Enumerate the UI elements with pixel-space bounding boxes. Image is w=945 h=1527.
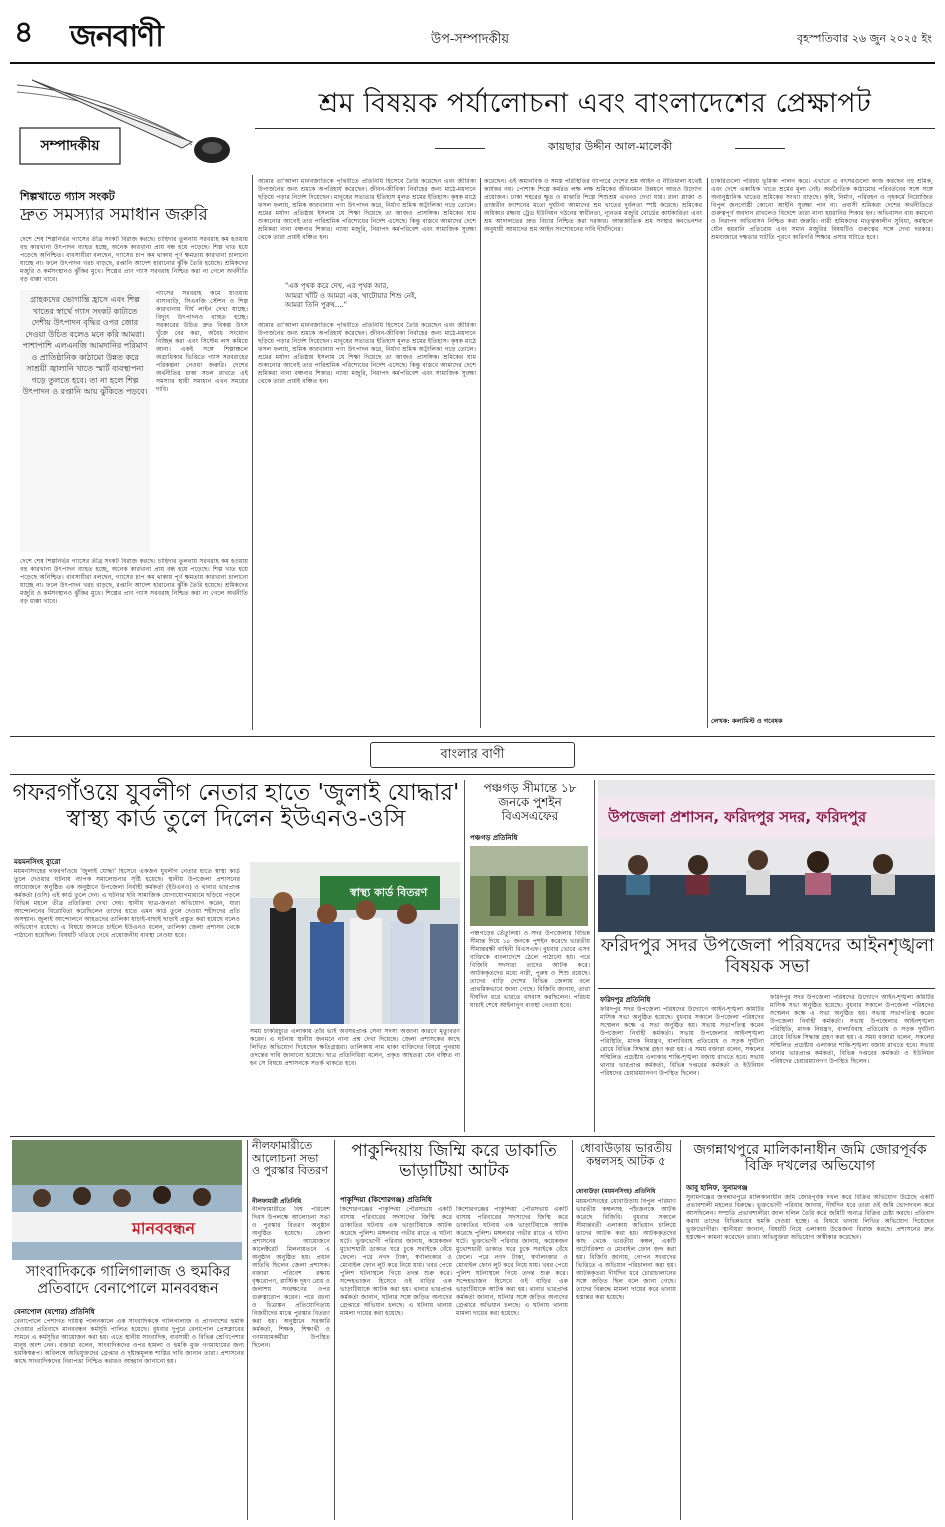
column-divider: [572, 1140, 573, 1520]
lower-rule: [10, 1136, 935, 1137]
editorial-body: দেশে শেষ শিল্পনির্ভর গ্যাসের তীব্র সংকট বিরাজ করছে। চাহিদার তুলনায় সরবরাহ কম হওয়ায় বহু কারখানা উৎপাদন ব্যাহত হচ্ছে, অনেক কারখানা প্রায় বন্ধ হয়ে পড়েছে। শিল্প খাত হয়ে পড়েছে অনিশ্চিত। ব্যবসায়ীরা বলছেন, গ্যাসের চাপ কম থাকায় পূর্ণ ক্ষমতায় কারখানা চালানো যাচ্ছে না। ফলে উৎপাদন খরচ বাড়ছে, রপ্তানি আদেশ হারানোর ঝুঁকি তৈরি হয়েছে। শ্রমিকদের মজুরি ও কর্মসংস্থানও ঝুঁকির মুখে। শিল্পের প্রাণ গ্যাস সরবরাহ নিশ্চিত করা না গেলে অর্থনীতি বড় ধাক্কা খাবে।: [20, 236, 248, 282]
faridpur-rule: [598, 988, 935, 989]
editorial-body-3: দেশে শেষ শিল্পনির্ভর গ্যাসের তীব্র সংকট বিরাজ করছে। চাহিদার তুলনায় সরবরাহ কম হওয়ায় বহু কারখানা উৎপাদন ব্যাহত হচ্ছে, অনেক কারখানা প্রায় বন্ধ হয়ে পড়েছে। শিল্প খাত হয়ে পড়েছে অনিশ্চিত। ব্যবসায়ীরা বলছেন, গ্যাসের চাপ কম থাকায় পূর্ণ ক্ষমতায় কারখানা চালানো যাচ্ছে না। ফলে উৎপাদন খরচ বাড়ছে, রপ্তানি আদেশ হারানোর ঝুঁকি তৈরি হয়েছে। শ্রমিকদের মজুরি ও কর্মসংস্থানও ঝুঁকির মুখে। শিল্পের প্রাণ গ্যাস সরবরাহ নিশ্চিত করা না গেলে অর্থনীতি বড় ধাক্কা খাবে।: [20, 558, 248, 605]
faridpur-body: ফরিদপুর সদর উপজেলা পরিষদের উদ্যোগে আইন-শৃঙ্খলা কমিটির মাসিক সভা অনুষ্ঠিত হয়েছে। বুধবার সকালে উপজেলা পরিষদের সম্মেলন কক্ষে এ সভা অনুষ্ঠিত হয়। সভায় সভাপতিত্ব করেন উপজেলা নির্বাহী কর্মকর্তা। সভায় উপজেলার আইনশৃঙ্খলা পরিস্থিতি, মাদক নিয়ন্ত্রণ, বাল্যবিবাহ প্রতিরোধ ও সড়ক দুর্ঘটনা রোধে বিভিন্ন সিদ্ধান্ত গ্রহণ করা হয়। এ সময় বক্তারা বলেন, সকলের সম্মিলিত প্রচেষ্টায় এলাকার শান্তি-শৃঙ্খলা বজায় রাখতে হবে। সভায় থানার ভারপ্রাপ্ত কর্মকর্তা, বিভিন্ন দপ্তরের কর্মকর্তা ও ইউনিয়ন পরিষদের চেয়ারম্যানগণ উপস্থিত ছিলেন।: [600, 1006, 764, 1077]
nilphamari-headline: নীলফামারীতে আলোচনা সভা ও পুরস্কার বিতরণ: [252, 1139, 328, 1178]
faridpur-byline: ফরিদপুর প্রতিনিধি: [600, 995, 651, 1004]
pakundia-body-col2: কিশোরগঞ্জের পাকুন্দিয়া পৌরসভায় একটি বাসায় পরিবারের সদস্যদের জিম্মি করে ডাকাতির ঘটনায় এক ভাড়াটিয়াকে আটক করেছে পুলিশ। মঙ্গলবার গভীর রাতে এ ঘটনা ঘটে। ভুক্তভোগী পরিবার জানায়, কয়েকজন মুখোশধারী ডাকাত ঘরে ঢুকে সবাইকে বেঁধে ফেলে। পরে নগদ টাকা, স্বর্ণালংকার ও মোবাইল ফোন লুট করে নিয়ে যায়। খবর পেয়ে পুলিশ ঘটনাস্থলে গিয়ে তদন্ত শুরু করে। সন্দেহভাজন হিসেবে ওই বাড়ির এক ভাড়াটিয়াকে আটক করা হয়। থানার ভারপ্রাপ্ত কর্মকর্তা জানান, ঘটনার সঙ্গে জড়িত অন্যদের গ্রেপ্তারে অভিযান চলছে। এ ঘটনায় থানায় মামলা দায়ের করা হয়েছে।: [456, 1206, 568, 1317]
author-rule-left: [435, 148, 485, 149]
faridpur-banner-text: উপজেলা প্রশাসন, ফরিদপুর সদর, ফরিদপুর: [608, 808, 867, 826]
banner-rule-bottom: [10, 774, 935, 775]
feature-rule: [255, 128, 935, 129]
feature-poem: "এক পৃথক করে দেখ, এর পৃথক আর, আমরা খাঁটি ও আমরা এক, খাটোয়ার শিশু নেই, আমরা তিনি পুরুষ....": [285, 282, 417, 309]
column-divider: [480, 178, 481, 728]
pakundia-body: কিশোরগঞ্জের পাকুন্দিয়া পৌরসভায় একটি বাসায় পরিবারের সদস্যদের জিম্মি করে ডাকাতির ঘটনায় এক ভাড়াটিয়াকে আটক করেছে পুলিশ। মঙ্গলবার গভীর রাতে এ ঘটনা ঘটে। ভুক্তভোগী পরিবার জানায়, কয়েকজন মুখোশধারী ডাকাত ঘরে ঢুকে সবাইকে বেঁধে ফেলে। পরে নগদ টাকা, স্বর্ণালংকার ও মোবাইল ফোন লুট করে নিয়ে যায়। খবর পেয়ে পুলিশ ঘটনাস্থলে গিয়ে তদন্ত শুরু করে। সন্দেহভাজন হিসেবে ওই বাড়ির এক ভাড়াটিয়াকে আটক করা হয়। থানার ভারপ্রাপ্ত কর্মকর্তা জানান, ঘটনার সঙ্গে জড়িত অন্যদের গ্রেপ্তারে অভিযান চলছে। এ ঘটনায় থানায় মামলা দায়ের করা হয়েছে।: [340, 1206, 452, 1317]
feature-column-3: চাকরিগুলো পরিচয় ভূমিকা পালন করে। এখানে এ বৎসরগুলো কাজ করছেন বহু শ্রমিক, এবং দেশে একাধিক খাতে শ্রমের মূল্য নেই। অর্থনৈতিক কাঠামোর পরিবর্তনের সঙ্গে সঙ্গে অনানুষ্ঠানিক খাতের শ্রমিকের সংখ্যা বাড়ছে। কৃষি, নির্মাণ, পরিবহন ও গৃহকর্মে নিয়োজিত বিপুল জনগোষ্ঠী কোনো আইনি সুরক্ষা পান না। প্রবাসী শ্রমিকরা দেশের অর্থনীতিতে গুরুত্বপূর্ণ অবদান রাখলেও বিদেশে তারা নানা হয়রানির শিকার হন। অভিবাসন ব্যয় কমানো ও নিরাপদ অভিবাসন নিশ্চিত করা জরুরি। নারী শ্রমিকদের মাতৃত্বকালীন সুবিধা, কর্মস্থলে যৌন হয়রানি প্রতিরোধ এবং সমান মজুরির বিষয়টিও গুরুত্বের সঙ্গে দেখা দরকার। শ্রমবাজারে দক্ষতার ঘাটতি পূরণে কারিগরি শিক্ষার প্রসার ঘটাতে হবে।: [711, 178, 933, 241]
feature-author-note: লেখক: কলামিস্ট ও গবেষক: [711, 717, 783, 725]
banner-rule-top: [10, 736, 935, 737]
column-divider: [464, 780, 465, 1132]
panchagarh-byline: পঞ্চগড় প্রতিনিধি: [470, 833, 518, 842]
dhobaura-headline: ধোবাউড়ায় ভারতীয় কম্বলসহ আটক ৫: [579, 1141, 673, 1169]
section-banner: [370, 742, 575, 768]
nilphamari-body: নীলফামারীতে বিশ্ব পরিবেশ দিবস উপলক্ষে আলোচনা সভা ও পুরস্কার বিতরণ অনুষ্ঠান অনুষ্ঠিত হয়েছে। জেলা প্রশাসনের আয়োজনে কালেক্টরেট মিলনায়তনে এ অনুষ্ঠান অনুষ্ঠিত হয়। প্রধান অতিথি ছিলেন জেলা প্রশাসক। বক্তারা পরিবেশ রক্ষায় বৃক্ষরোপণ, প্লাস্টিক দূষণ রোধ ও জলাশয় সংরক্ষণের ওপর গুরুত্বারোপ করেন। পরে রচনা ও চিত্রাঙ্কন প্রতিযোগিতায় বিজয়ীদের মাঝে পুরস্কার বিতরণ করা হয়। অনুষ্ঠানে সরকারি কর্মকর্তা, শিক্ষক, শিক্ষার্থী ও গণমাধ্যমকর্মীরা উপস্থিত ছিলেন।: [252, 1206, 330, 1349]
jagannathpur-headline: জগন্নাথপুরে মালিকানাধীন জমি জোরপূর্বক বিক্রি দখলের অভিযোগ: [693, 1142, 927, 1175]
gafargaon-body: ময়মনসিংহের গফরগাঁওয়ে 'জুলাই যোদ্ধা' হিসেবে একজন যুবলীগ নেতার হাতে স্বাস্থ্য কার্ড তুলে দেওয়ার ঘটনায় ব্যাপক সমালোচনার সৃষ্টি হয়েছে। স্থানীয় উপজেলা প্রশাসনের আয়োজনে অনুষ্ঠিত এক অনুষ্ঠানে উপজেলা নির্বাহী কর্মকর্তা (ইউএনও) ও থানার ভারপ্রাপ্ত কর্মকর্তা (ওসি) এই কার্ড তুলে দেন। এ ঘটনার ছবি সামাজিক যোগাযোগমাধ্যমে ছড়িয়ে পড়লে বিভিন্ন মহলে তীব্র প্রতিক্রিয়া দেখা দেয়। স্থানীয় ছাত্র-জনতা অভিযোগ করেন, যারা আন্দোলনের বিরোধিতা করেছিলেন তাদের হাতে এমন কার্ড তুলে দেওয়া শহীদদের প্রতি অসম্মান। জুলাই আন্দোলনে আহতদের তালিকা যাচাই-বাছাই ছাড়াই প্রস্তুত করা হয়েছে বলেও অভিযোগ রয়েছে। এ বিষয়ে জানতে চাইলে ইউএনও বলেন, তালিকা জেলা প্রশাসন থেকে পাঠানো হয়েছিল। বিষয়টি খতিয়ে দেখে প্রয়োজনীয় ব্যবস্থা নেওয়া হবে।: [14, 868, 240, 939]
feature-column-2: করেছেন। এই অমানবিক ও সমস্ত পরিস্থিতির ব্যাপারে দেশের শ্রম আইন ও নীতিমালা যথেষ্ট কার্যকর নয়। পোশাক শিল্পে কর্মরত লক্ষ লক্ষ শ্রমিকের জীবনমান উন্নয়নে আরও উদ্যোগ প্রয়োজন। ঢাকা শহরের ক্ষুদ্র ও মাঝারি শিল্পে শিশুশ্রম এখনও দেখা যায়। রানা প্লাজা ও তাজরীন ফ্যাশনের মতো দুর্ঘটনা আমাদের শ্রম খাতের দুর্বলতা স্পষ্ট করেছে। শ্রমিকের অধিকার রক্ষায় ট্রেড ইউনিয়ন গঠনের স্বাধীনতা, ন্যূনতম মজুরি বোর্ডের কার্যকারিতা এবং শ্রম আদালতের দ্রুত বিচার নিশ্চিত করা দরকার। আন্তর্জাতিক শ্রম সংস্থার কনভেনশন অনুযায়ী আমাদের শ্রম আইন সংশোধনের দাবি দীর্ঘদিনের।: [484, 178, 702, 233]
feature-column-1: আমার তা'আলা মানবজাতিকে পৃথিবীতে প্রতিনিধি হিসেবে তৈরি করেছেন এবং জীবিকা উপার্জনের জন্য শ্রমকে অপরিহার্য করেছেন। জীবন-জীবিকা নির্বাহের জন্য মাঠে-ময়দানে ছড়িয়ে পড়ার নির্দেশ দিয়েছেন। মানুষের সভ্যতার ইতিহাস মূলত শ্রমের ইতিহাস। কৃষক মাঠে ফসল ফলায়, শ্রমিক কারখানায় পণ্য উৎপাদন করে, নির্মাণ শ্রমিক অট্টালিকা গড়ে তোলে। শ্রমের মর্যাদা প্রতিষ্ঠায় ইসলাম যে শিক্ষা দিয়েছে তা আজও প্রাসঙ্গিক। শ্রমিকের ঘাম শুকানোর আগেই তার পারিশ্রমিক পরিশোধের নির্দেশ এসেছে। কিন্তু বাস্তবে আমাদের দেশে শ্রমিকরা নানা বঞ্চনার শিকার। ন্যায্য মজুরি, নিরাপদ কর্মপরিবেশ এবং সামাজিক সুরক্ষা থেকে তারা প্রায়ই বঞ্চিত হন।: [258, 178, 476, 241]
column-divider: [247, 1140, 248, 1520]
editorial-kicker: শিল্পখাতে গ্যাস সংকট: [20, 190, 115, 203]
dhobaura-body: ময়মনসিংহের ধোবাউড়ায় বিপুল পরিমাণ ভারতীয় কম্বলসহ পাঁচজনকে আটক করেছে বিজিবি। বুধবার সকালে সীমান্তবর্তী এলাকায় অভিযান চালিয়ে তাদের আটক করা হয়। আটককৃতদের কাছ থেকে ভারতীয় কম্বল, একটি অটোরিকশা ও মোবাইল ফোন জব্দ করা হয়। বিজিবি জানায়, গোপন সংবাদের ভিত্তিতে এ অভিযান পরিচালনা করা হয়। আটককৃতরা দীর্ঘদিন ধরে চোরাচালানের সঙ্গে জড়িত ছিল বলে জানা গেছে। তাদের বিরুদ্ধে মামলা দায়ের করে থানায় হস্তান্তর করা হয়েছে।: [576, 1198, 676, 1301]
editorial-body-2: গ্যাসের সরবরাহ কমে যাওয়ায় বাসাবাড়ি, সিএনজি স্টেশন ও শিল্প কারখানায় দীর্ঘ লাইন দেখা যাচ্ছে। বিদ্যুৎ উৎপাদনও ব্যাহত হচ্ছে। সরকারের উচিত দ্রুত বিকল্প উৎস খুঁজে বের করা, অবৈধ সংযোগ বিচ্ছিন্ন করা এবং সিস্টেম লস কমিয়ে আনা। একই সঙ্গে শিল্পাঞ্চলে অগ্রাধিকার ভিত্তিতে গ্যাস সরবরাহের পরিকল্পনা নেওয়া জরুরি। দেশের অর্থনীতির চাকা সচল রাখতে এই সমস্যার স্থায়ী সমাধান এখন সময়ের দাবি।: [156, 290, 248, 393]
editorial-headline: দ্রুত সমস্যার সমাধান জরুরি: [20, 205, 208, 225]
panchagarh-body: পঞ্চগড়ের তেঁতুলিয়া ও সদর উপজেলার বিভিন্ন সীমান্ত দিয়ে ১৮ জনকে পুশইন করেছে ভারতীয় সীমান্তরক্ষী বাহিনী বিএসএফ। বুধবার ভোরে এসব ব্যক্তিকে বাংলাদেশে ঠেলে পাঠানো হয়। পরে বিজিবি সদস্যরা তাদের আটক করে। আটককৃতদের মধ্যে নারী, পুরুষ ও শিশু রয়েছে। তাদের বাড়ি দেশের বিভিন্ন জেলায় বলে প্রাথমিকভাবে জানা গেছে। বিজিবি জানায়, তারা দীর্ঘদিন ধরে ভারতে বসবাস করছিলেন। পরিচয় যাচাই শেষে আইনানুগ ব্যবস্থা নেওয়া হবে।: [470, 930, 590, 1009]
gafargaon-byline: ময়মনসিংহ ব্যুরো: [14, 857, 61, 866]
column-divider: [334, 1140, 335, 1520]
benapole-banner-text: মানববন্ধন: [132, 1219, 196, 1238]
benapole-byline: বেনাপোল (যশোর) প্রতিনিধি: [14, 1307, 95, 1316]
faridpur-body-col2: ফরিদপুর সদর উপজেলা পরিষদের উদ্যোগে আইন-শৃঙ্খলা কমিটির মাসিক সভা অনুষ্ঠিত হয়েছে। বুধবার সকালে উপজেলা পরিষদের সম্মেলন কক্ষে এ সভা অনুষ্ঠিত হয়। সভায় সভাপতিত্ব করেন উপজেলা নির্বাহী কর্মকর্তা। সভায় উপজেলার আইনশৃঙ্খলা পরিস্থিতি, মাদক নিয়ন্ত্রণ, বাল্যবিবাহ প্রতিরোধ ও সড়ক দুর্ঘটনা রোধে বিভিন্ন সিদ্ধান্ত গ্রহণ করা হয়। এ সময় বক্তারা বলেন, সকলের সম্মিলিত প্রচেষ্টায় এলাকার শান্তি-শৃঙ্খলা বজায় রাখতে হবে। সভায় থানার ভারপ্রাপ্ত কর্মকর্তা, বিভিন্ন দপ্তরের কর্মকর্তা ও ইউনিয়ন পরিষদের চেয়ারম্যানগণ উপস্থিত ছিলেন।: [770, 994, 934, 1065]
newspaper-logo: [70, 12, 250, 54]
editorial-pullquote-box: [20, 290, 150, 552]
editorial-illustration: [12, 70, 252, 178]
column-divider: [707, 178, 708, 728]
author-rule-right: [735, 148, 785, 149]
logo-text: জনবাণী: [70, 19, 163, 54]
jagannathpur-byline: আবু হানিফ, সুনামগঞ্জ: [686, 1183, 748, 1192]
editorial-label: সম্পাদকীয়: [40, 138, 100, 154]
gafargaon-photo: [250, 862, 460, 1024]
benapole-photo: [12, 1140, 242, 1260]
panchagarh-photo: [470, 846, 588, 926]
masthead: [0, 0, 945, 78]
editorial-pullquote: গ্রাহকদের ভোগান্তি হ্রাসে এবং শিল্প খাতের স্বার্থে গ্যাস সংকট কাটাতে দেশীয় উৎপাদন বৃদ্ধির ওপর জোর দেওয়া উচিত বলেও মনে করি আমরা। পাশাপাশি এলএনজি আমদানির পরিমাণ ও প্রাতিষ্ঠানিক কাঠামো উন্নত করে সাশ্রয়ী জ্বালানি খাতে স্মার্ট ব্যবস্থাপনা গড়ে তুলতে হবে। তা না হলে শিল্প উৎপাদন ও রপ্তানি আয় ঝুঁকিতে পড়বে।: [22, 295, 148, 396]
faridpur-headline: ফরিদপুর সদর উপজেলা পরিষদের আইনশৃঙ্খলা বিষয়ক সভা: [600, 935, 935, 977]
dhobaura-byline: ধোবাউড়া (ময়মনসিংহ) প্রতিনিধি: [576, 1188, 656, 1195]
masthead-rule: [10, 62, 935, 64]
section-label: উপ-সম্পাদকীয়: [430, 32, 510, 47]
benapole-headline: সাংবাদিককে গালিগালাজ ও হুমকির প্রতিবাদে বেনাপোলে মানববন্ধন: [25, 1264, 231, 1297]
feature-author: কায়ছার উদ্দীন আল-মালেকী: [547, 140, 673, 153]
feature-column-1b: আমার তা'আলা মানবজাতিকে পৃথিবীতে প্রতিনিধি হিসেবে তৈরি করেছেন এবং জীবিকা উপার্জনের জন্য শ্রমকে অপরিহার্য করেছেন। জীবন-জীবিকা নির্বাহের জন্য মাঠে-ময়দানে ছড়িয়ে পড়ার নির্দেশ দিয়েছেন। মানুষের সভ্যতার ইতিহাস মূলত শ্রমের ইতিহাস। কৃষক মাঠে ফসল ফলায়, শ্রমিক কারখানায় পণ্য উৎপাদন করে, নির্মাণ শ্রমিক অট্টালিকা গড়ে তোলে। শ্রমের মর্যাদা প্রতিষ্ঠায় ইসলাম যে শিক্ষা দিয়েছে তা আজও প্রাসঙ্গিক। শ্রমিকের ঘাম শুকানোর আগেই তার পারিশ্রমিক পরিশোধের নির্দেশ এসেছে। কিন্তু বাস্তবে আমাদের দেশে শ্রমিকরা নানা বঞ্চনার শিকার। ন্যায্য মজুরি, নিরাপদ কর্মপরিবেশ এবং সামাজিক সুরক্ষা থেকে তারা প্রায়ই বঞ্চিত হন।: [258, 322, 476, 385]
pakundia-headline: পাকুন্দিয়ায় জিম্মি করে ডাকাতি ভাড়াটিয়া আটক: [351, 1141, 557, 1181]
gafargaon-photo-caption: স্বাস্থ্য কার্ড বিতরণ: [350, 886, 428, 899]
pakundia-byline: পাকুন্দিয়া (কিশোরগঞ্জ) প্রতিনিধি: [340, 1195, 432, 1204]
panchagarh-headline: পঞ্চগড় সীমান্তে ১৮ জনকে পুশইন বিএসএফের: [483, 781, 577, 823]
jagannathpur-body: সুনামগঞ্জের জগন্নাথপুরে মালিকানাধীন জমি জোরপূর্বক দখল করে বিক্রির অভিযোগ উঠেছে একটি প্রভাবশালী মহলের বিরুদ্ধে। ভুক্তভোগী পরিবার জানায়, দীর্ঘদিন ধরে তারা ওই জমি ভোগদখল করে আসছিলেন। সম্প্রতি প্রভাবশালীরা জাল দলিল তৈরি করে জমিটি অন্যত্র বিক্রির চেষ্টা করছে। প্রতিবাদ করায় তাদের বিভিন্নভাবে হুমকি দেওয়া হচ্ছে। এ বিষয়ে থানায় লিখিত অভিযোগ দিয়েছেন ভুক্তভোগীরা। স্থানীয়রা জানান, বিষয়টি নিয়ে এলাকায় উত্তেজনা বিরাজ করছে। প্রশাসনের দ্রুত হস্তক্ষেপ কামনা করেছেন তারা। অভিযুক্তরা অভিযোগ অস্বীকার করেছেন।: [686, 1194, 934, 1241]
column-divider: [680, 1140, 681, 1520]
section-banner-label: বাংলার বাণী: [440, 747, 505, 762]
benapole-body: বেনাপোলে পেশাগত দায়িত্ব পালনকালে এক সাংবাদিককে গালিগালাজ ও প্রাণনাশের হুমকি দেওয়ার প্রতিবাদে মানববন্ধন কর্মসূচি পালিত হয়েছে। বুধবার দুপুরে বেনাপোল প্রেসক্লাবের সামনে এ কর্মসূচির আয়োজন করা হয়। এতে স্থানীয় সাংবাদিক, ব্যবসায়ী ও বিভিন্ন শ্রেণিপেশার মানুষ অংশ নেন। বক্তারা বলেন, সাংবাদিকদের ওপর হামলা ও হুমকি মুক্ত গণমাধ্যমের জন্য হুমকিস্বরূপ। অবিলম্বে অভিযুক্তদের গ্রেপ্তার ও দৃষ্টান্তমূলক শাস্তির দাবি জানান তারা। প্রশাসনের কাছে সাংবাদিকদের নিরাপত্তা নিশ্চিত করারও আহ্বান জানানো হয়।: [14, 1318, 244, 1365]
faridpur-photo: [598, 780, 935, 932]
page-number: ৪: [14, 15, 34, 50]
column-divider: [594, 780, 595, 1132]
gafargaon-headline: গফরগাঁওয়ে যুবলীগ নেতার হাতে 'জুলাই যোদ্ধার' স্বাস্থ্য কার্ড তুলে দিলেন ইউএনও-ওসি: [12, 780, 460, 833]
gafargaon-body-col2: সময় চাকরিচ্যুত এলাকায় তাঁর ভাই অবসরপ্রাপ্ত সেনা সদস্য অজানা কারণে মৃত্যুবরণ করেন। এ ঘটনায় স্থানীয় জনমনে নানা প্রশ্ন দেখা দিয়েছে। জেলা প্রশাসকের কাছে লিখিত অভিযোগ দিয়েছেন ক্ষতিগ্রস্তরা। তালিকায় নাম থাকা ব্যক্তিদের বিষয়ে পুনরায় তদন্তের দাবি জানানো হয়েছে। ছাত্র প্রতিনিধিরা বলেন, প্রকৃত আহতরা যেন বঞ্চিত না হন সে বিষয়ে প্রশাসনকে সতর্ক থাকতে হবে।: [250, 1028, 460, 1067]
column-divider: [252, 175, 253, 730]
nilphamari-byline: নীলফামারী প্রতিনিধি: [252, 1198, 302, 1205]
feature-headline: শ্রম বিষয়ক পর্যালোচনা এবং বাংলাদেশের প্রেক্ষাপট: [318, 88, 872, 119]
issue-date: বৃহস্পতিবার ২৬ জুন ২০২৫ ইং: [796, 32, 932, 45]
